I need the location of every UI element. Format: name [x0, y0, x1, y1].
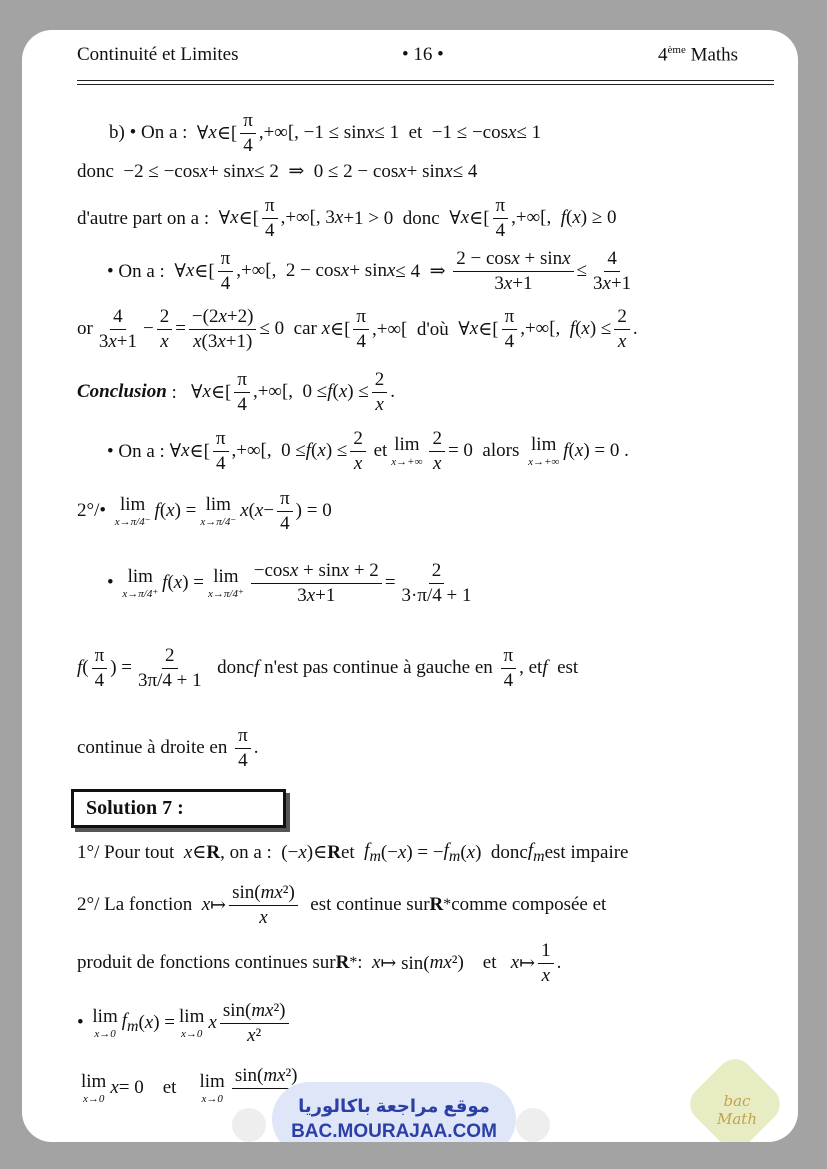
line-limit-infinity: • On a : ∀ x ∈[ π 4 ,+∞[, 0 ≤ f ( x ) ≤ 2 x et lim x→+∞ 2 x = 0 alors lim x→+∞ f ( x ) = 0 . — [107, 428, 629, 474]
banner-arabic-text: موقع مراجعة باكالوريا — [298, 1096, 490, 1116]
header-page-number: • 16 • — [402, 44, 444, 65]
page — [22, 30, 798, 1142]
sol-line-4: • lim x→0 $f_m$ ( x ) = lim x→0 x sin(mx²) x² — [77, 1000, 292, 1047]
line-conclusion: Conclusion : ∀ x ∈[ π 4 ,+∞[, 0 ≤ f ( x ) ≤ 2 x . — [77, 369, 396, 415]
line-donc: donc −2 ≤ −cos x + sin x ≤ 2 ⇒ 0 ≤ 2 − cos x + sin x ≤ 4 — [77, 160, 478, 182]
sol-line-5: lim x→0 x = 0 et lim x→0 sin(mx²) — [77, 1065, 304, 1112]
sol-line-1: 1°/ Pour tout x ∈ R , on a : (− x )∈ R et $f_m$ (− x ) = − $f_m$ ( x ) donc $f_m$ est impaire — [77, 840, 629, 865]
solution-7-title: Solution 7 : — [71, 789, 286, 828]
header-chapter: Continuité et Limites — [77, 44, 239, 65]
header-rule-top — [77, 80, 774, 81]
left-badge-icon — [232, 1108, 266, 1142]
site-banner[interactable] — [272, 1082, 516, 1142]
logo-text: bac Math — [717, 1092, 757, 1128]
line-autre-part: d'autre part on a : ∀ x ∈[ π 4 ,+∞[, 3 x +1 > 0 donc ∀ x ∈[ π 4 ,+∞[, f ( x ) ≥ 0 — [77, 195, 617, 241]
sol-line-3: produit de fonctions continues sur R * : x ↦ sin( mx ²) et x ↦ 1 x . — [77, 940, 562, 986]
line-on-a-2: • On a : ∀ x ∈[ π 4 ,+∞[, 2 − cos x + sin x ≤ 4 ⇒ 2 − cosx + sinx 3x+1 ≤ 4 3x+1 — [107, 248, 632, 294]
right-badge-icon — [516, 1108, 550, 1142]
line-f-pi-4: f ( π 4 ) = 2 3π/4 + 1 donc f n'est pas continue à gauche en π 4 , et f est — [77, 645, 579, 691]
header-rule-bottom — [77, 84, 774, 85]
sol-line-2: 2°/ La fonction x ↦ sin(mx²) x est continue sur R * comme composée et — [77, 882, 607, 928]
line-b-on-a: b) • On a : ∀ x ∈[ π 4 ,+∞[, −1 ≤ sin x ≤ 1 et −1 ≤ −cos x ≤ 1 — [109, 110, 542, 156]
line-right-limit: • lim x→π/4⁺ f ( x ) = lim x→π/4⁺ −cosx + sinx + 2 3x+1 = 2 3·π/4 + 1 — [107, 560, 472, 606]
line-continue-droite: continue à droite en π 4 . — [77, 725, 259, 771]
line-left-limit: 2°/• lim x→π/4⁻ f ( x ) = lim x→π/4⁻ x ( x − π 4 ) = 0 — [77, 488, 332, 534]
banner-site-text[interactable]: BAC.MOURAJAA.COM — [291, 1121, 497, 1142]
header-level: 4ème Maths — [658, 44, 739, 66]
line-or: or 4 3x+1 − 2 x = −(2x+2) x(3x+1) ≤ 0 car x ∈[ π 4 ,+∞[ d'où ∀ x ∈[ π 4 ,+∞[, f ( x ) ≤ 2 x . — [77, 306, 638, 352]
